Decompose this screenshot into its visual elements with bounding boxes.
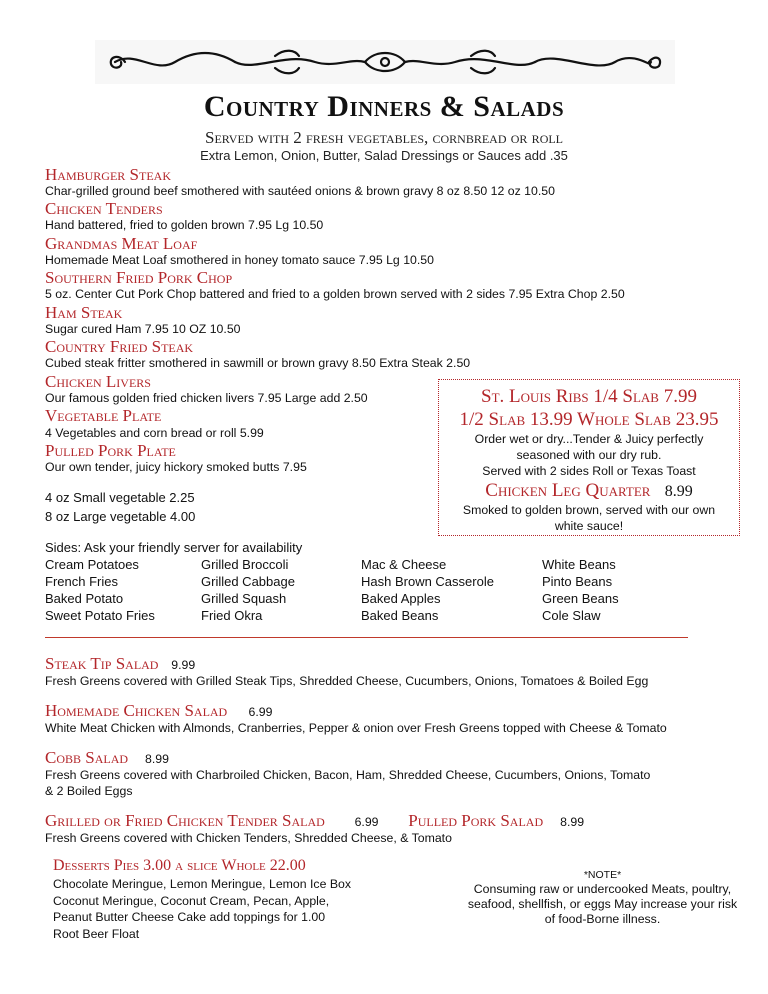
chicken-leg-quarter-line — [439, 480, 739, 502]
side-item: Baked Potato — [45, 591, 124, 606]
dessert-line-2: Coconut Meringue, Coconut Cream, Pecan, Apple, — [53, 894, 330, 908]
salad-cobb-desc-2: & 2 Boiled Eggs — [45, 784, 133, 798]
subnote: Extra Lemon, Onion, Butter, Salad Dressings or Sauces add .35 — [200, 148, 568, 163]
sides-label: Sides: Ask your friendly server for availability — [45, 540, 303, 555]
item-country-fried-steak-name: Country Fried Steak — [45, 337, 194, 356]
salad-steak-tip-desc: Fresh Greens covered with Grilled Steak Tips, Shredded Cheese, Cucumbers, Onions, Tomatoes & Boiled Egg — [45, 674, 649, 688]
item-meat-loaf-desc: Homemade Meat Loaf smothered in honey tomato sauce 7.95 Lg 10.50 — [45, 253, 434, 267]
ribs-line-1: St. Louis Ribs 1/4 Slab 7.99 — [481, 386, 697, 407]
small-vegetable-price: 4 oz Small vegetable 2.25 — [45, 490, 195, 505]
item-vegetable-plate-name: Vegetable Plate — [45, 406, 162, 425]
side-item: Fried Okra — [201, 608, 263, 623]
side-item: Mac & Cheese — [361, 557, 447, 572]
item-hamburger-steak-desc: Char-grilled ground beef smothered with sautéed onions & brown gravy 8 oz 8.50 12 oz 10.50 — [45, 184, 555, 198]
ribs-desc-2: seasoned with our dry rub. — [516, 448, 662, 462]
sides-grid — [45, 557, 685, 623]
note-line-1: Consuming raw or undercooked Meats, poultry, — [473, 882, 732, 896]
side-item: Grilled Broccoli — [201, 557, 289, 572]
item-chicken-tenders-name: Chicken Tenders — [45, 199, 163, 218]
chicken-leg-quarter-name: Chicken Leg Quarter — [485, 480, 651, 501]
item-chicken-tenders-desc: Hand battered, fried to golden brown 7.95 Lg 10.50 — [45, 218, 324, 232]
item-meat-loaf-name: Grandmas Meat Loaf — [45, 234, 198, 253]
item-ham-steak-desc: Sugar cured Ham 7.95 10 OZ 10.50 — [45, 322, 241, 336]
ribs-desc-4: Smoked to golden brown, served with our own — [462, 503, 716, 517]
salad-steak-tip-price: 9.99 — [171, 658, 196, 672]
chicken-leg-quarter-price: 8.99 — [664, 483, 693, 500]
dessert-line-4: Root Beer Float — [53, 927, 140, 941]
side-item: Grilled Cabbage — [201, 574, 295, 589]
section-divider — [45, 637, 688, 638]
item-pulled-pork-plate-desc: Our own tender, juicy hickory smoked butts 7.95 — [45, 460, 307, 474]
item-pork-chop-desc: 5 oz. Center Cut Pork Chop battered and fried to a golden brown served with 2 sides 7.95 Extra Chop 2.50 — [45, 287, 625, 301]
side-item: Hash Brown Casserole — [361, 574, 494, 589]
large-vegetable-price: 8 oz Large vegetable 4.00 — [45, 509, 196, 524]
side-item: Green Beans — [542, 591, 619, 606]
salad-homemade-chicken-price: 6.99 — [248, 705, 273, 719]
salad-cobb-name: Cobb Salad — [45, 748, 129, 767]
item-hamburger-steak-name: Hamburger Steak — [45, 165, 171, 184]
subtitle: Served with 2 fresh vegetables, cornbread or roll — [204, 128, 564, 147]
salad-homemade-chicken-desc: White Meat Chicken with Almonds, Cranberries, Pepper & onion over Fresh Greens topped with Cheese & Tomato — [45, 721, 667, 735]
side-item: Baked Apples — [361, 591, 441, 606]
salad-cobb-desc-1: Fresh Greens covered with Charbroiled Chicken, Bacon, Ham, Shredded Cheese, Cucumbers, Onions, Tomato — [45, 768, 651, 782]
side-item: Pinto Beans — [542, 574, 613, 589]
item-chicken-livers-desc: Our famous golden fried chicken livers 7.95 Large add 2.50 — [45, 391, 368, 405]
dessert-line-3: Peanut Butter Cheese Cake add toppings for 1.00 — [53, 910, 326, 924]
salad-cobb-price: 8.99 — [145, 752, 169, 766]
salad-homemade-chicken-name: Homemade Chicken Salad — [45, 701, 228, 720]
ribs-desc-3: Served with 2 sides Roll or Texas Toast — [482, 464, 696, 478]
item-country-fried-steak-desc: Cubed steak fritter smothered in sawmill or brown gravy 8.50 Extra Steak 2.50 — [45, 356, 471, 370]
salad-homemade-chicken-head — [45, 701, 272, 721]
salad-tender-head — [45, 811, 584, 831]
side-item: Baked Beans — [361, 608, 439, 623]
flourish-ornament — [95, 40, 675, 84]
item-pulled-pork-plate-name: Pulled Pork Plate — [45, 441, 176, 460]
salad-pulled-pork-name: Pulled Pork Salad — [408, 811, 544, 830]
ribs-line-2: 1/2 Slab 13.99 Whole Slab 23.95 — [459, 409, 719, 430]
salad-tender-desc: Fresh Greens covered with Chicken Tenders, Shredded Cheese, & Tomato — [45, 831, 452, 845]
desserts-head: Desserts Pies 3.00 a slice Whole 22.00 — [53, 857, 306, 874]
salad-pulled-pork-price: 8.99 — [560, 815, 585, 829]
salad-steak-tip-head — [45, 654, 195, 674]
side-item: Grilled Squash — [201, 591, 287, 606]
dessert-line-1: Chocolate Meringue, Lemon Meringue, Lemon Ice Box — [53, 877, 352, 891]
side-item: Cole Slaw — [542, 608, 601, 623]
salad-cobb-head — [45, 748, 169, 768]
page-title: Country Dinners & Salads — [203, 90, 565, 123]
item-vegetable-plate-desc: 4 Vegetables and corn bread or roll 5.99 — [45, 426, 264, 440]
item-chicken-livers-name: Chicken Livers — [45, 372, 151, 391]
item-pork-chop-name: Southern Fried Pork Chop — [45, 268, 233, 287]
note-title: *NOTE* — [583, 869, 622, 881]
salad-steak-tip-name: Steak Tip Salad — [45, 654, 159, 673]
side-item: White Beans — [542, 557, 616, 572]
salad-tender-price: 6.99 — [354, 815, 379, 829]
note-line-3: of food-Borne illness. — [544, 912, 661, 926]
ribs-desc-1: Order wet or dry...Tender & Juicy perfectly — [474, 432, 704, 446]
side-item: French Fries — [45, 574, 118, 589]
side-item: Sweet Potato Fries — [45, 608, 155, 623]
note-line-2: seafood, shellfish, or eggs May increase your risk — [467, 897, 738, 911]
side-item: Cream Potatoes — [45, 557, 139, 572]
salad-tender-name: Grilled or Fried Chicken Tender Salad — [45, 811, 325, 830]
ribs-special-box — [438, 379, 740, 536]
ribs-desc-5: white sauce! — [554, 519, 624, 533]
item-ham-steak-name: Ham Steak — [45, 303, 123, 322]
